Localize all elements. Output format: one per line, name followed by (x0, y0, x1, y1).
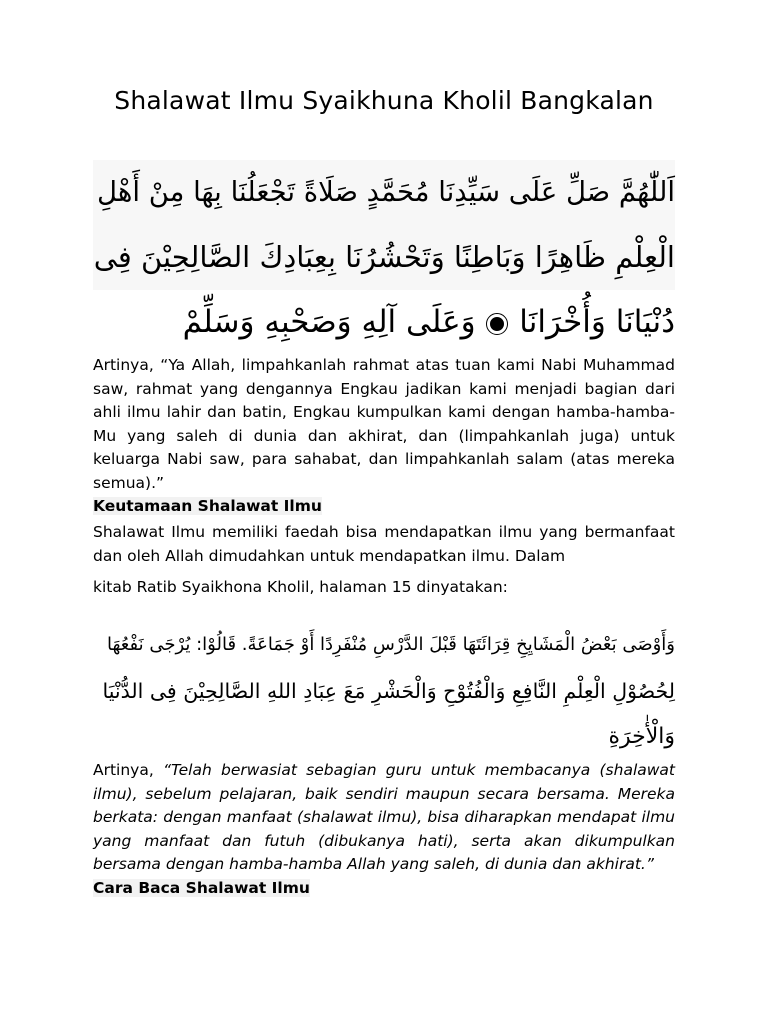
arabic-quote-line-2: لِحُصُوْلِ الْعِلْمِ النَّافِعِ وَالْفُتُوْحِ وَالْحَشْرِ مَعَ عِبَادِ اللهِ الصَّالِحِيْنَ فِى الدُّنْيَا (102, 679, 675, 703)
arabic-quote-text (93, 622, 675, 760)
keutamaan-paragraph: Shalawat Ilmu memiliki faedah bisa mendapatkan ilmu yang bermanfaat dan oleh Allah dimudahkan untuk mendapatkan ilmu. Dalam (93, 523, 675, 565)
arabic-line-3-part-1: دُنْيَانَا وَأُخْرَانَا (519, 304, 675, 340)
translation-paragraph-1: Artinya, “Ya Allah, limpahkanlah rahmat atas tuan kami Nabi Muhammad saw, rahmat yang dengannya Engkau jadikan kami menjadi bagian dari ahli ilmu lahir dan batin, Engkau kumpulkan kami dengan hamba-hamba-Mu yang saleh di dunia dan akhirat, dan (limpahkanlah juga) untuk keluarga Nabi saw, para sahabat, dan limpahkanlah salam (atas mereka semua).” (93, 356, 675, 492)
circle-separator-icon (487, 314, 507, 334)
arabic-shalawat-text (93, 160, 675, 355)
heading-keutamaan: Keutamaan Shalawat Ilmu (93, 497, 322, 515)
translation-paragraph-2 (93, 759, 675, 877)
arabic-quote-line-1: وَأَوْصَى بَعْضُ الْمَشَايِخِ قِرَائَتَهَا قَبْلَ الدَّرْسِ مُنْفَرِدًا أَوْ جَمَاعَةً. قَالُوْا: يُرْجَى نَفْعُهَا (107, 634, 675, 655)
translation-2-body: “Telah berwasiat sebagian guru untuk membacanya (shalawat ilmu), sebelum pelajaran, baik sendiri maupun secara bersama. Mereka berkata: dengan manfaat (shalawat ilmu), bisa diharapkan mendapat ilmu yang manfaat dan futuh (dibukanya hati), serta akan dikumpulkan bersama dengan hamba-hamba Allah yang saleh, di dunia dan akhirat.” (93, 761, 675, 873)
page-title: Shalawat Ilmu Syaikhuna Kholil Bangkalan (114, 86, 654, 115)
arabic-quote-line-3: وَالْأٰخِرَةِ (608, 724, 675, 749)
arabic-line-2: الْعِلْمِ ظَاهِرًا وَبَاطِنًا وَتَحْشُرُنَا بِعِبَادِكَ الصَّالِحِيْنَ فِى (93, 240, 675, 274)
heading-cara-baca: Cara Baca Shalawat Ilmu (93, 879, 310, 897)
keutamaan-paragraph-end: kitab Ratib Syaikhona Kholil, halaman 15 dinyatakan: (93, 578, 508, 596)
arabic-line-1: اَللّٰهُمَّ صَلِّ عَلَى سَيِّدِنَا مُحَمَّدٍ صَلَاةً تَجْعَلُنَا بِهَا مِنْ أَهْلِ (97, 176, 675, 208)
arabic-line-3 (93, 290, 675, 355)
translation-2-prefix: Artinya, (93, 761, 164, 779)
arabic-line-3-part-2: وَعَلَى آلِهِ وَصَحْبِهِ وَسَلِّمْ (182, 304, 476, 340)
